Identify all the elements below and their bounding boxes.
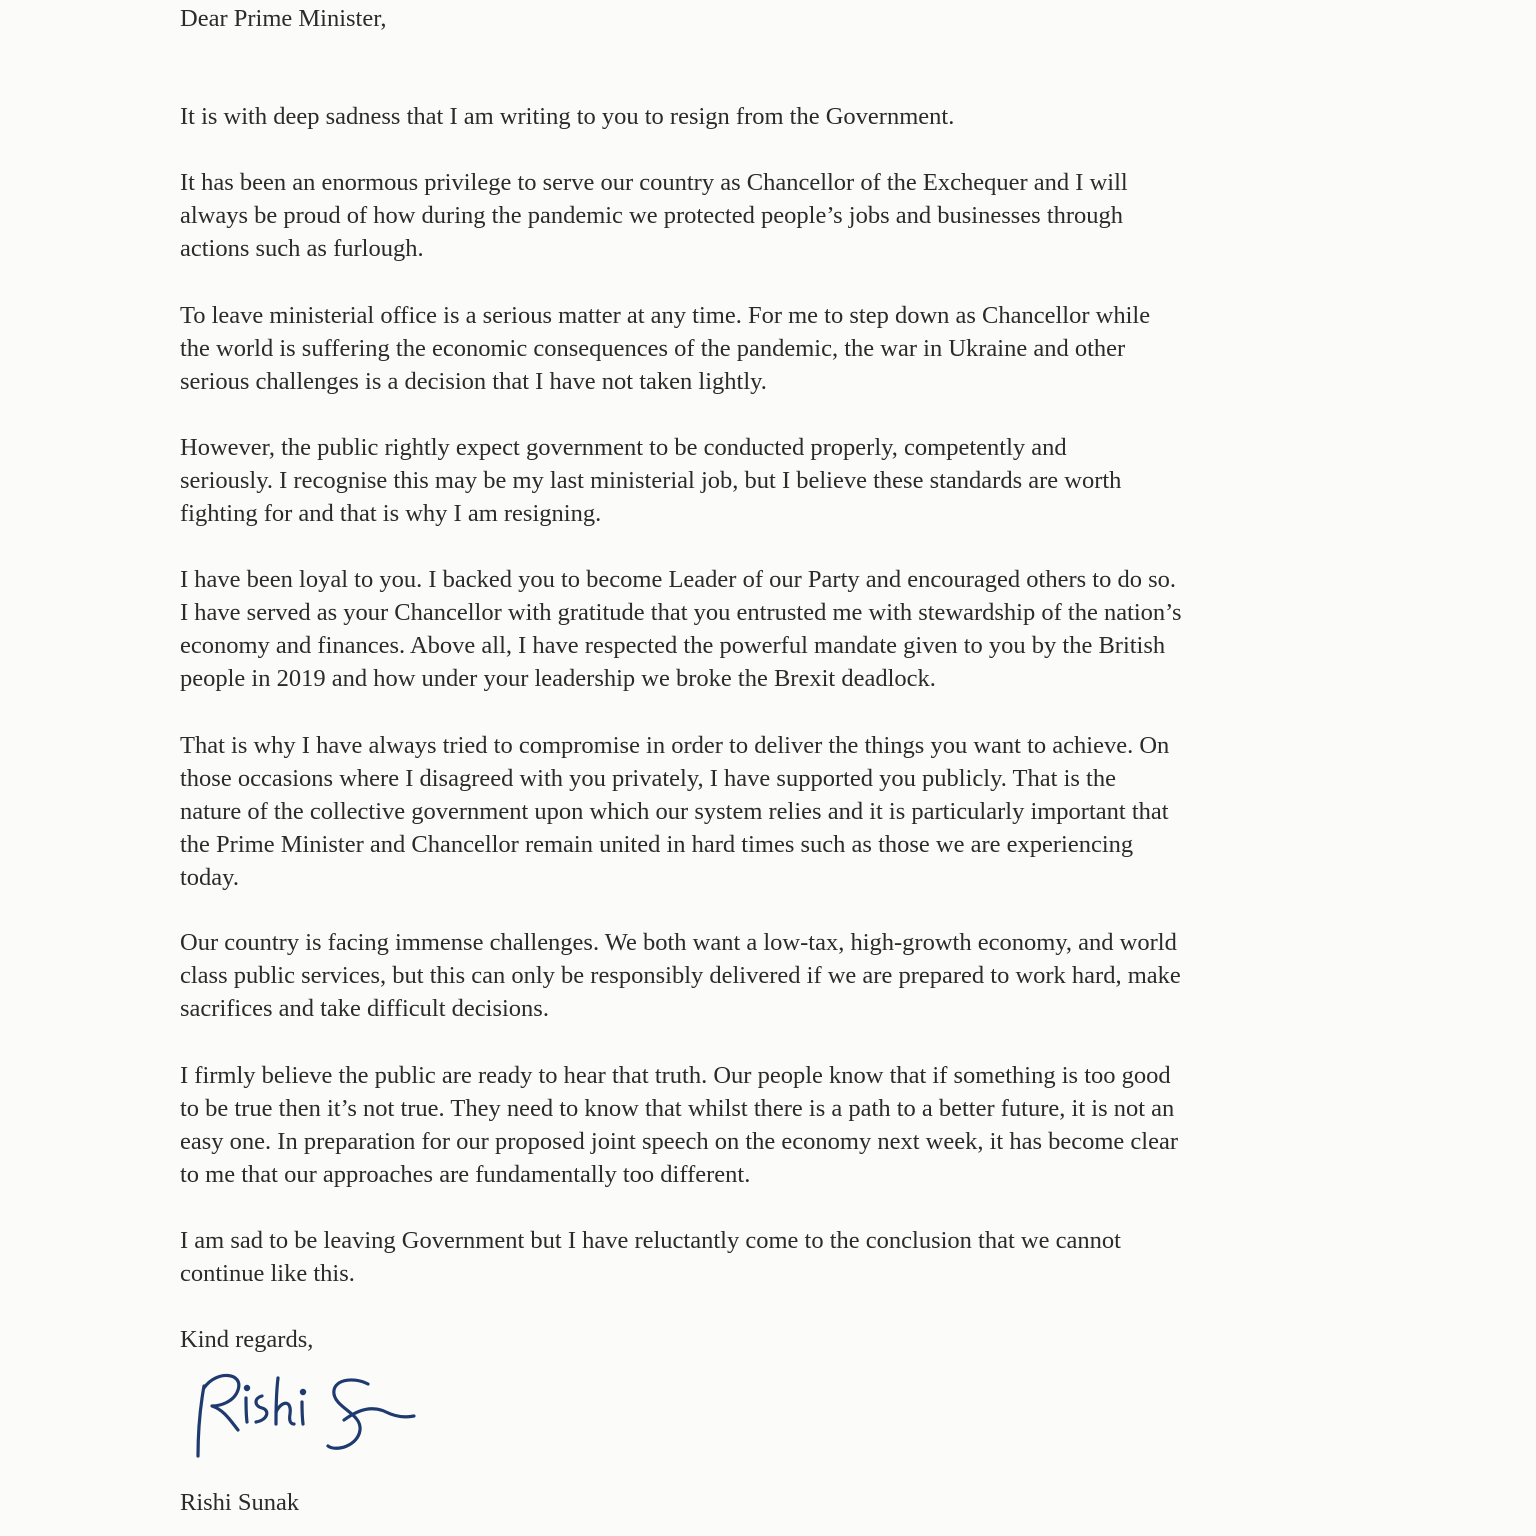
paragraph-7: Our country is facing immense challenges. We both want a low-tax, high-growth economy, and world class public services, but this can only be responsibly delivered if we are prepared to work hard, make sacrifices and take difficult decisions. — [180, 929, 1181, 1022]
salutation: Dear Prime Minister, — [180, 5, 387, 32]
paragraph-3: To leave ministerial office is a serious matter at any time. For me to step down as Chancellor while the world is suffering the economic consequences of the pandemic, the war in Ukraine and other serious challenges is a decision that I have not taken lightly. — [180, 302, 1151, 395]
paragraph-8: I firmly believe the public are ready to hear that truth. Our people know that if something is too good to be true then it’s not true. They need to know that whilst there is a path to a better future, it is not an easy one. In preparation for our proposed joint speech on the economy next week, it has become clear to me that our approaches are fundamentally too different. — [180, 1062, 1179, 1188]
paragraph-1: It is with deep sadness that I am writing to you to resign from the Government. — [180, 103, 955, 130]
handwritten-signature — [190, 1368, 420, 1468]
paragraph-4: However, the public rightly expect government to be conducted properly, competently and seriously. I recognise this may be my last ministerial job, but I believe these standards are worth fighting for and that is why I am resigning. — [180, 434, 1122, 527]
signer-name: Rishi Sunak — [180, 1489, 300, 1516]
paragraph-6: That is why I have always tried to compromise in order to deliver the things you want to achieve. On those occasions where I disagreed with you privately, I have supported you publicly. That is the nature of the collective government upon which our system relies and it is particularly important that the Prime Minister and Chancellor remain united in hard times such as those we are experiencing today. — [180, 732, 1170, 891]
closing: Kind regards, — [180, 1326, 314, 1353]
paragraph-5: I have been loyal to you. I backed you to become Leader of our Party and encouraged others to do so. I have served as your Chancellor with gratitude that you entrusted me with stewardship of the nation’s economy and finances. Above all, I have respected the powerful mandate given to you by the British people in 2019 and how under your leadership we broke the Brexit deadlock. — [180, 566, 1182, 692]
paragraph-2: It has been an enormous privilege to serve our country as Chancellor of the Exchequer and I will always be proud of how during the pandemic we protected people’s jobs and businesses through actions such as furlough. — [180, 169, 1128, 262]
paragraph-9: I am sad to be leaving Government but I have reluctantly come to the conclusion that we cannot continue like this. — [180, 1227, 1121, 1287]
